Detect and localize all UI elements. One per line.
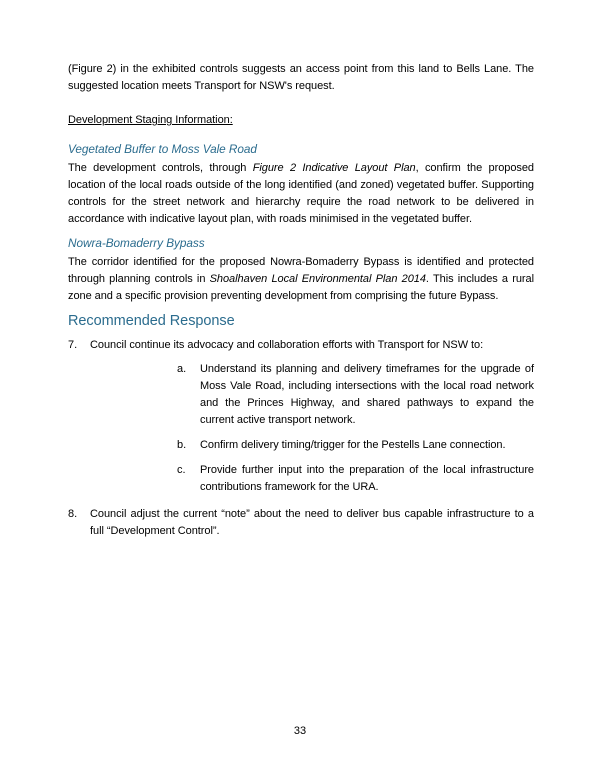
sublist-item-letter: c. — [177, 464, 186, 476]
sublist-item-c — [177, 462, 534, 496]
sublist-item-letter: a. — [177, 363, 187, 375]
section-paragraph-bypass — [68, 254, 534, 305]
list-item-body — [90, 506, 534, 540]
list-item-body — [90, 337, 534, 496]
intro-paragraph: (Figure 2) in the exhibited controls suggests an access point from this land to Bells Lane. The suggested location meets Transport for NSW's request. — [68, 63, 534, 92]
sublist — [177, 361, 534, 496]
section-heading-vegetated-buffer: Vegetated Buffer to Moss Vale Road — [68, 142, 257, 156]
body-run: . This includes a rural zone and a specific provision preventing development from comprising the future Bypass. — [68, 273, 534, 302]
sublist-item-text: Provide further input into the preparation of the local infrastructure contributions framework for the URA. — [200, 464, 534, 493]
section-paragraph-vegetated-buffer — [68, 160, 534, 228]
sublist-item-a — [177, 361, 534, 429]
body-run: , confirm the proposed location of the local roads outside of the long identified (and zoned) vegetated buffer. Supporting controls for the street network and hierarchy require the road network to be delivered in accordance with indicative layout plan, with roads minimised in the vegetated buffer. — [68, 162, 534, 225]
section-heading-bypass: Nowra-Bomaderry Bypass — [68, 236, 205, 250]
list-item-text: Council continue its advocacy and collaboration efforts with Transport for NSW to: — [90, 339, 484, 351]
body-run: The development controls, through — [68, 162, 253, 174]
list-item-text: Council adjust the current “note” about the need to deliver bus capable infrastructure to a full “Development Control”. — [90, 508, 534, 537]
body-run: The corridor identified for the proposed Nowra-Bomaderry Bypass is identified and protected through planning controls in — [68, 256, 534, 285]
sublist-item-letter: b. — [177, 439, 187, 451]
recommended-response-heading: Recommended Response — [68, 313, 235, 329]
list-item-number: 7. — [68, 339, 78, 351]
list-item-8 — [68, 506, 534, 540]
list-item-number: 8. — [68, 508, 78, 520]
body-run-italic: Shoalhaven Local Environmental Plan 2014 — [209, 273, 426, 285]
sublist-item-text: Confirm delivery timing/trigger for the Pestells Lane connection. — [200, 439, 506, 451]
staging-heading-text: Development Staging Information: — [68, 114, 233, 126]
sublist-item-text: Understand its planning and delivery timeframes for the upgrade of Moss Vale Road, including intersections with the local road network and the Princes Highway, and shared pathways to expand the current active transport network. — [200, 363, 534, 426]
recommendation-list — [68, 337, 534, 540]
staging-heading — [68, 112, 534, 129]
body-run-italic: Figure 2 Indicative Layout Plan — [252, 162, 416, 174]
sublist-item-b — [177, 437, 534, 454]
page-number: 33 — [293, 725, 307, 737]
list-item-7 — [68, 337, 534, 496]
